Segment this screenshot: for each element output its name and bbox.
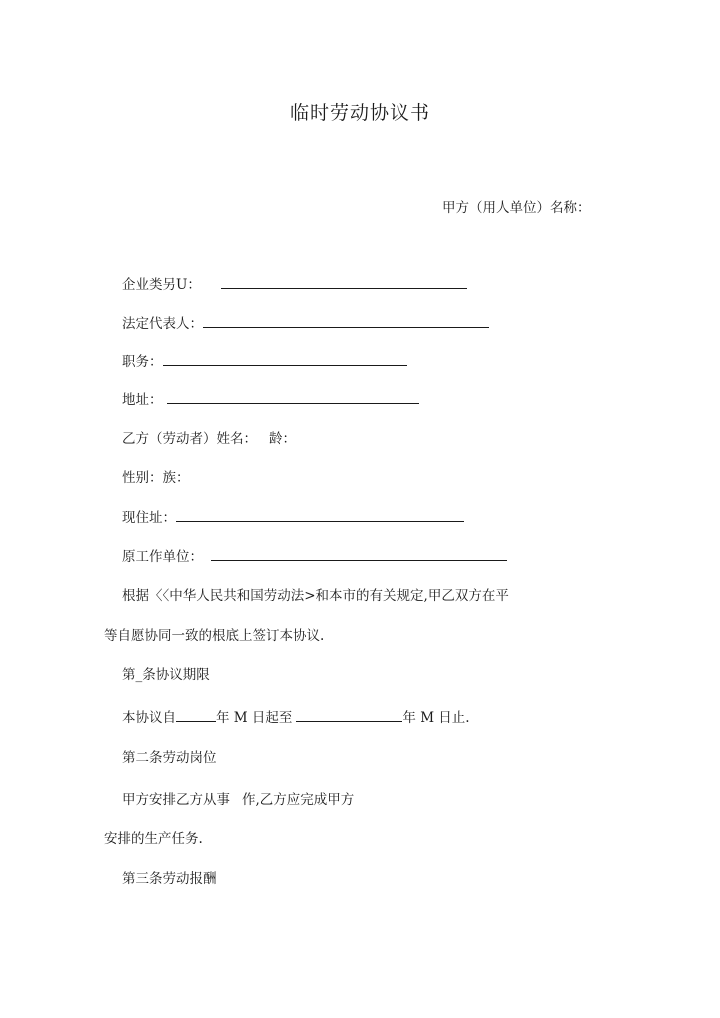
original-employer-blank[interactable] <box>211 548 507 561</box>
article-2-text-middle: 作,乙方应完成甲方 <box>242 792 355 808</box>
enterprise-type-blank[interactable] <box>221 276 467 289</box>
party-b-row <box>122 430 296 448</box>
article-1-text-middle: 年 M 日起至 <box>216 710 293 726</box>
party-b-age-label: 龄： <box>269 431 296 447</box>
current-address-row <box>122 509 464 527</box>
address-row <box>122 391 419 409</box>
article-3-heading: 第三条劳动报酬 <box>122 871 217 887</box>
preamble-line-1: 根据〈〈中华人民共和国劳动法>和本市的有关规定,甲乙双方在平 <box>122 588 509 604</box>
current-address-label: 现住址： <box>122 510 176 526</box>
gender-ethnicity-label: 性别：族： <box>122 470 190 486</box>
start-year-blank[interactable] <box>176 709 216 722</box>
end-year-blank[interactable] <box>296 709 402 722</box>
enterprise-type-row <box>122 276 467 294</box>
party-b-name-label: 乙方（劳动者）姓名： <box>122 431 257 447</box>
current-address-blank[interactable] <box>176 509 464 522</box>
position-row <box>122 353 407 371</box>
article-1-text-end: 年 M 日止. <box>402 710 470 726</box>
legal-rep-blank[interactable] <box>203 315 489 328</box>
document-title: 临时劳动协议书 <box>289 102 430 124</box>
article-2-text-start: 甲方安排乙方从事 <box>122 792 230 808</box>
article-1-text-start: 本协议自 <box>122 710 176 726</box>
address-blank[interactable] <box>167 391 419 404</box>
enterprise-type-label: 企业类另U： <box>122 277 201 293</box>
legal-rep-row <box>122 315 489 333</box>
article-1-heading: 第_条协议期限 <box>122 667 210 683</box>
original-employer-row <box>122 548 507 566</box>
original-employer-label: 原工作单位： <box>122 549 203 565</box>
article-2-text <box>122 791 354 809</box>
address-label: 地址： <box>122 392 163 408</box>
article-2-text-end: 安排的生产任务. <box>104 831 203 847</box>
legal-rep-label: 法定代表人： <box>122 316 203 332</box>
position-blank[interactable] <box>163 353 407 366</box>
article-2-heading: 第二条劳动岗位 <box>122 750 217 766</box>
party-a-name-label: 甲方（用人单位）名称： <box>442 200 591 216</box>
preamble-line-2: 等自愿协同一致的根底上签订本协议. <box>104 628 325 644</box>
article-1-text <box>122 709 470 727</box>
position-label: 职务： <box>122 354 163 370</box>
